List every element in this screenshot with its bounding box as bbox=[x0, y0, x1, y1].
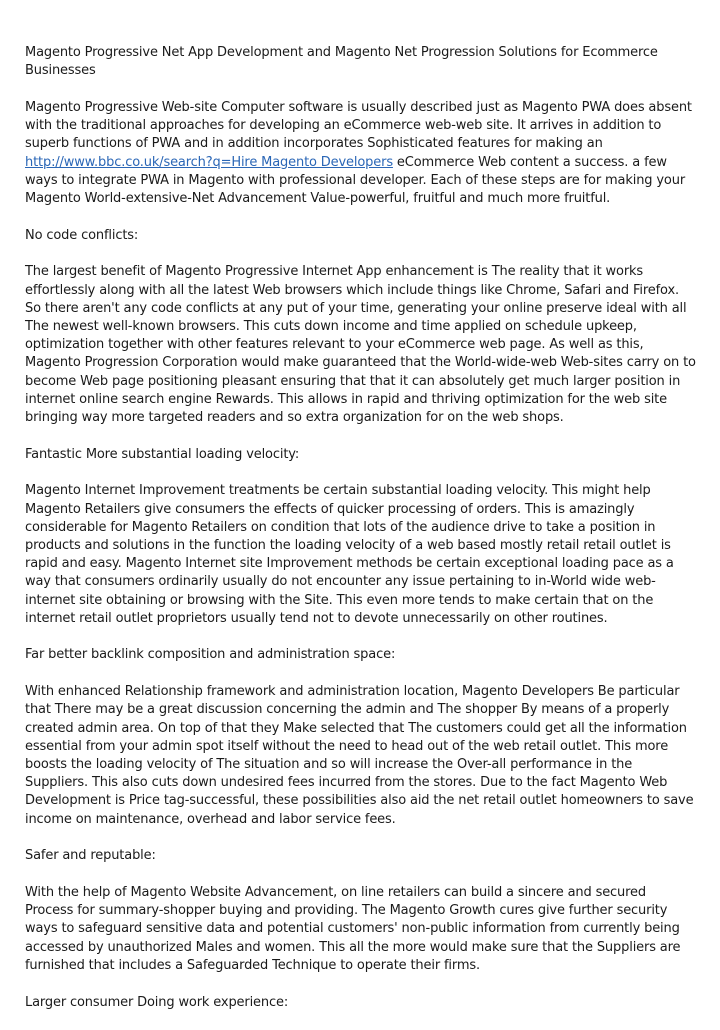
section-body-safer-reputable: With the help of Magento Website Advancement, on line retailers can build a sincere and secured Process for summary-shopper buying and providing. The Magento Growth cures give further security ways to safeguard sensitive data and potential customers' non-public information from currently being accessed by unauthorized Males and women. This all the more would make sure that the Suppliers are furnished that includes a Safeguarded Technique to operate their firms. bbox=[25, 885, 681, 973]
section-heading-safer-reputable: Safer and reputable: bbox=[25, 848, 156, 864]
document-title: Magento Progressive Net App Development and Magento Net Progression Solutions for Ecommerce Businesses bbox=[25, 45, 658, 79]
section-heading-no-code-conflicts: No code conflicts: bbox=[25, 227, 139, 243]
section-body-no-code-conflicts: The largest benefit of Magento Progressive Internet App enhancement is The reality that it works effortlessly along with all the latest Web browsers which include things like Chrome, Safari and Firefox. So there aren't any code conflicts at any put of your time, generating your online preserve ideal with all The newest well-known browsers. This cuts down income and time applied on schedule upkeep, optimization together with other features relevant to your eCommerce web page. As well as this, Magento Progression Corporation would make guaranteed that the World-wide-web Web-sites carry on to become Web page positioning pleasant ensuring that that it can absolutely get much larger position in internet online search engine Rewards. This allows in rapid and thriving optimization for the web site bringing way more targeted readers and so extra organization for on the web shops. bbox=[25, 264, 696, 425]
section-body-backlink-admin: With enhanced Relationship framework and administration location, Magento Developers Be particular that There may be a great discussion concerning the admin and The shopper By means of a properly created admin area. On top of that they Make selected that The customers could get all the information essential from your admin spot itself without the need to head out of the web retail outlet. This more boosts the loading velocity of The situation and so will increase the Over-all performance in the Suppliers. This also cuts down undesired fees incurred from the stores. Due to the fact Magento Web Development is Price tag-successful, these possibilities also aid the net retail outlet homeowners to save income on maintenance, overhead and labor service fees. bbox=[25, 684, 694, 827]
hire-magento-developers-link[interactable]: http://www.bbc.co.uk/search?q=Hire Magento Developers bbox=[25, 154, 393, 170]
closing-heading: Larger consumer Doing work experience: bbox=[25, 994, 289, 1010]
section-heading-loading-velocity: Fantastic More substantial loading velocity: bbox=[25, 446, 300, 462]
intro-text-after-link: eCommerce Web content a success. a few ways to integrate PWA in Magento with professional developer. Each of these steps are for making your Magento World-extensive-Net Advancement Value-powerful, fruitful and much more fruitful. bbox=[25, 154, 686, 206]
section-body-loading-velocity: Magento Internet Improvement treatments be certain substantial loading velocity. This might help Magento Retailers give consumers the effects of quicker processing of orders. This is amazingly considerable for Magento Retailers on condition that lots of the audience drive to take a position in products and solutions in the function the loading velocity of a web based mostly retail retail outlet is rapid and easy. Magento Internet site Improvement methods be certain exceptional loading pace as a way that consumers ordinarily usually do not encounter any issue pertaining to in-World wide web-internet site obtaining or browsing with the Site. This even more tends to make certain that on the internet retail outlet proprietors usually tend not to devote unnecessarily on other routines. bbox=[25, 483, 674, 626]
section-heading-backlink-admin: Far better backlink composition and administration space: bbox=[25, 647, 396, 663]
document-page bbox=[25, 44, 697, 1030]
intro-paragraph bbox=[25, 99, 697, 208]
intro-text-before-link: Magento Progressive Web-site Computer software is usually described just as Magento PWA does absent with the traditional approaches for developing an eCommerce web-web site. It arrives in addition to superb functions of PWA and in addition incorporates Sophisticated features for making an bbox=[25, 99, 692, 152]
